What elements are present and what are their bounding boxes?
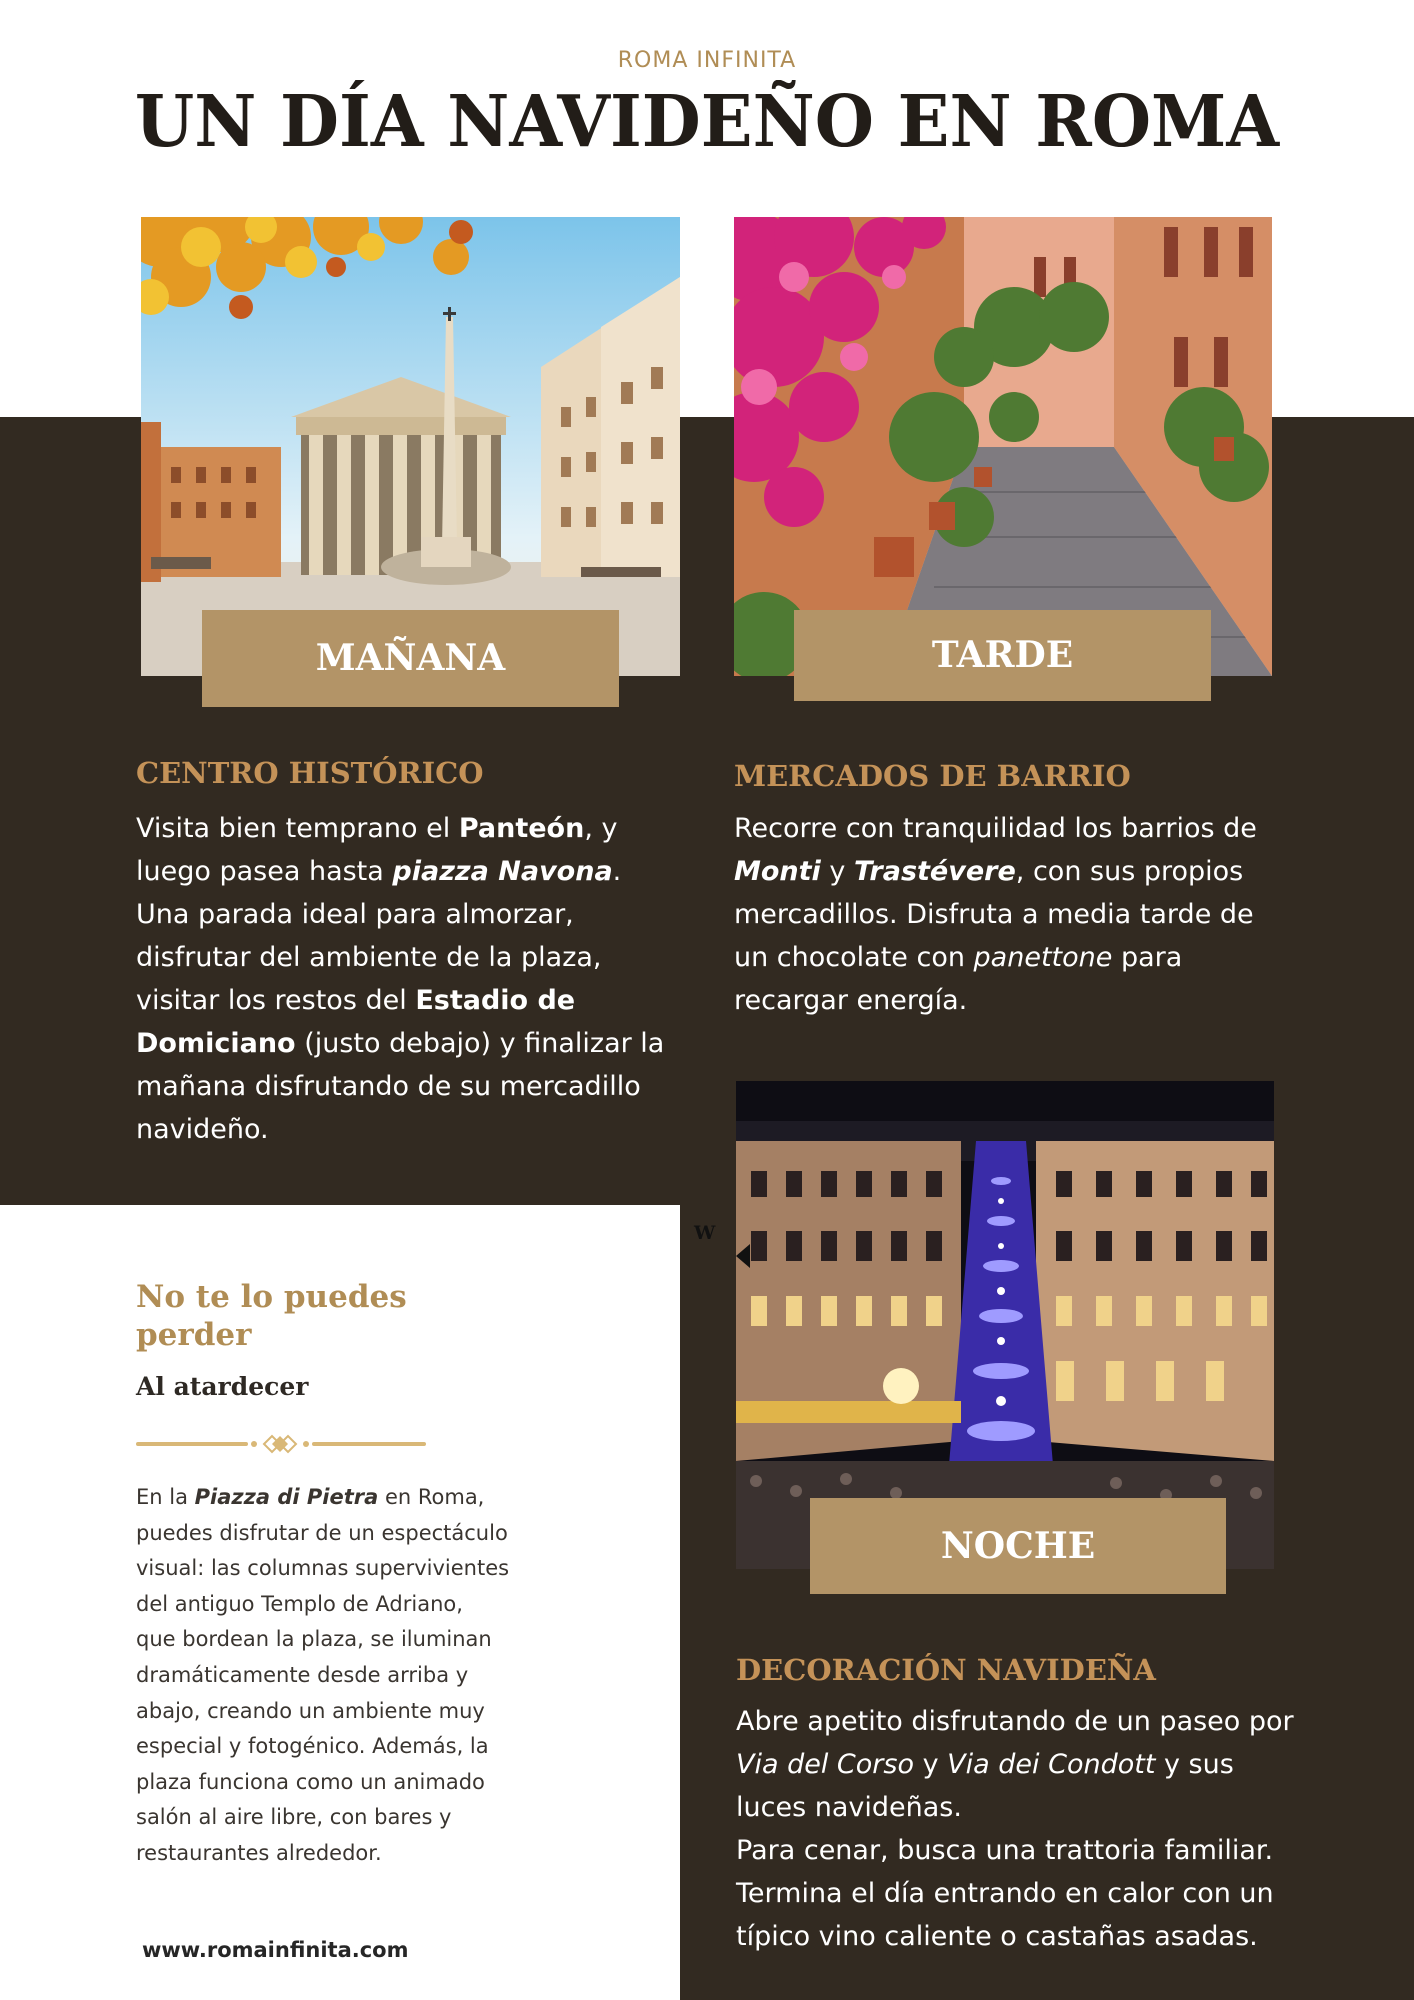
page-title: UN DÍA NAVIDEÑO EN ROMA xyxy=(134,80,1280,164)
text-line: En la Piazza di Pietra en Roma, xyxy=(136,1485,485,1509)
text-line: que bordean la plaza, se iluminan xyxy=(136,1627,492,1652)
via-condotti-night-photo xyxy=(736,1081,1274,1569)
text-line: mercadillos. Disfruta a media tarde de xyxy=(734,899,1254,930)
trastevere-street-photo xyxy=(734,217,1272,676)
sidebar-body xyxy=(136,1480,576,1872)
text-line: Termina el día entrando en calor con un xyxy=(736,1878,1274,1909)
text-line: puedes disfrutar de un espectáculo xyxy=(136,1520,508,1545)
morning-heading: CENTRO HISTÓRICO xyxy=(136,756,484,790)
text-line: disfrutar del ambiente de la plaza, xyxy=(136,942,602,973)
arrow-icon xyxy=(736,1244,750,1268)
morning-tag: MAÑANA xyxy=(202,610,619,707)
pantheon-photo xyxy=(141,217,680,676)
text-line: Para cenar, busca una trattoria familiar. xyxy=(736,1835,1274,1866)
night-heading: DECORACIÓN NAVIDEÑA xyxy=(736,1653,1156,1687)
night-body xyxy=(736,1700,1376,1958)
text-line: Domiciano (justo debajo) y finalizar la xyxy=(136,1028,665,1059)
text-line: plaza funciona como un animado xyxy=(136,1769,485,1794)
text-line: Monti y Trastévere, con sus propios xyxy=(734,856,1244,887)
text-line: recargar energía. xyxy=(734,985,968,1016)
text-line: mañana disfrutando de su mercadillo xyxy=(136,1071,641,1102)
text-line: dramáticamente desde arriba y xyxy=(136,1662,469,1687)
text-line: luces navideñas. xyxy=(736,1792,962,1823)
text-line: Via del Corso y Via dei Condott y sus xyxy=(736,1749,1234,1780)
night-tag: NOCHE xyxy=(810,1498,1226,1594)
text-line: Una parada ideal para almorzar, xyxy=(136,899,574,930)
text-line: Abre apetito disfrutando de un paseo por xyxy=(736,1706,1294,1737)
afternoon-tag: TARDE xyxy=(794,610,1211,701)
text-line: visual: las columnas supervivientes xyxy=(136,1556,510,1581)
stray-letter: W xyxy=(694,1222,716,1244)
text-line: navideño. xyxy=(136,1114,269,1145)
sidebar-subheading: Al atardecer xyxy=(136,1372,309,1401)
website-link[interactable]: www.romainfinita.com xyxy=(142,1938,409,1962)
text-line: especial y fotogénico. Además, la xyxy=(136,1734,489,1759)
text-line: salón al aire libre, con bares y xyxy=(136,1805,452,1830)
text-line: restaurantes alrededor. xyxy=(136,1840,382,1865)
text-line: del antiguo Templo de Adriano, xyxy=(136,1591,463,1616)
sidebar-heading-line: No te lo puedes xyxy=(136,1279,407,1315)
text-line: Visita bien temprano el Panteón, y xyxy=(136,813,618,844)
text-line: típico vino caliente o castañas asadas. xyxy=(736,1921,1258,1952)
brand-kicker: ROMA INFINITA xyxy=(617,48,797,73)
ornament-divider xyxy=(136,1432,426,1456)
text-line: abajo, creando un ambiente muy xyxy=(136,1698,485,1723)
text-line: Recorre con tranquilidad los barrios de xyxy=(734,813,1257,844)
morning-body xyxy=(136,807,696,1151)
text-line: un chocolate con panettone para xyxy=(734,942,1183,973)
sidebar-heading-line: perder xyxy=(136,1317,252,1353)
sidebar-heading xyxy=(136,1278,436,1354)
afternoon-body xyxy=(734,807,1334,1022)
text-line: visitar los restos del Estadio de xyxy=(136,985,576,1016)
afternoon-heading: MERCADOS DE BARRIO xyxy=(734,759,1131,793)
text-line: luego pasea hasta piazza Navona. xyxy=(136,856,622,887)
